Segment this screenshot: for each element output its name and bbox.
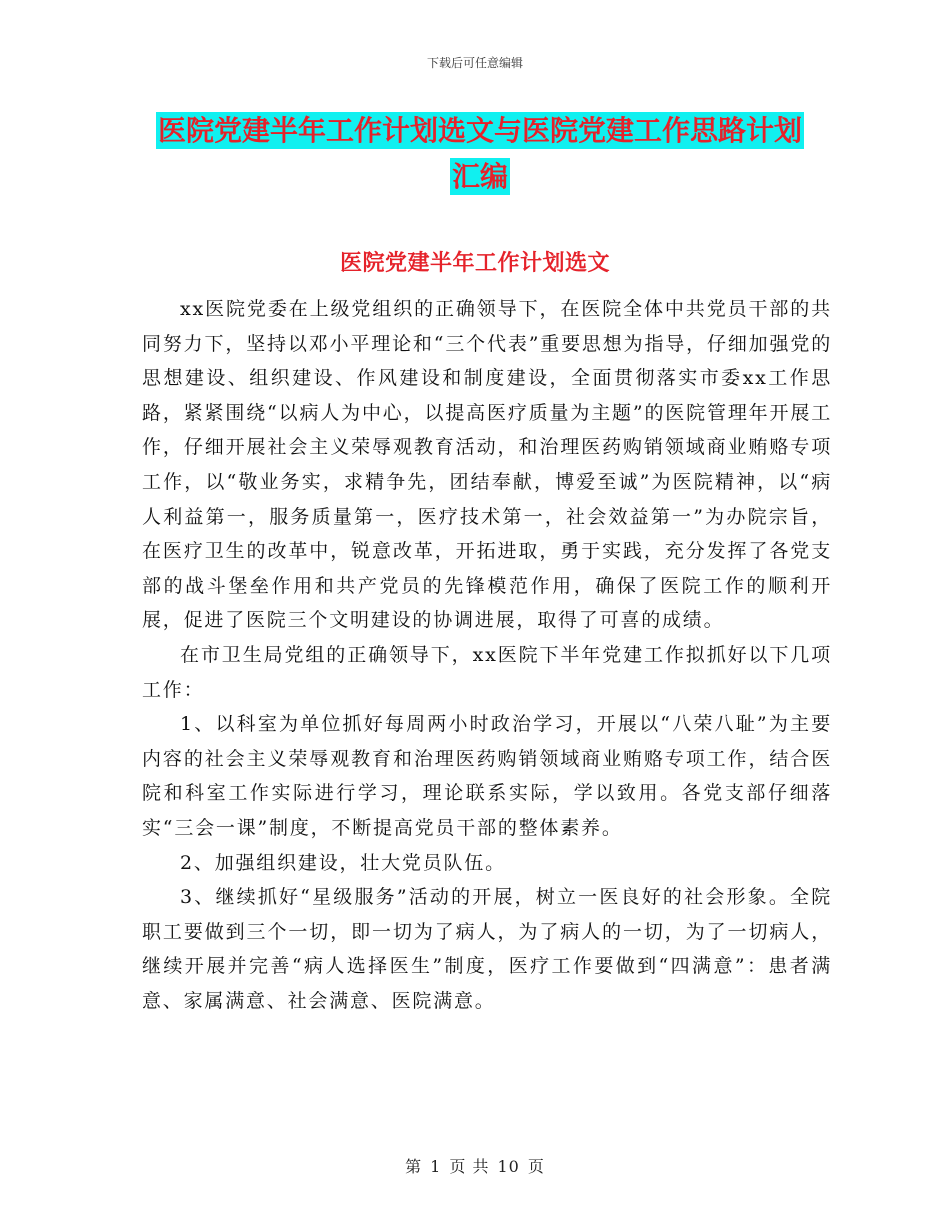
paragraph: 2、加强组织建设，壮大党员队伍。	[180, 851, 506, 874]
footer-suffix: 页	[527, 1157, 545, 1176]
document-title	[140, 108, 820, 200]
footer-page-number: 1	[430, 1157, 442, 1176]
paragraph: 3、继续抓好“星级服务”活动的开展，树立一医良好的社会形象。全院职工要做到三个一切，即一切为了病人，为了病人的一切，为了一切病人，继续开展并完善“病人选择医生”制度，医疗工作要做到“四满意”：患者满意、家属满意、社会满意、医院满意。	[142, 886, 832, 1012]
paragraph: xx医院党委在上级党组织的正确领导下，在医院全体中共党员干部的共同努力下，坚持以邓小平理论和“三个代表”重要思想为指导，仔细加强党的思想建设、组织建设、作风建设和制度建设，全面贯彻落实市委xx工作思路，紧紧围绕“以病人为中心，以提高医疗质量为主题”的医院管理年开展工作，仔细开展社会主义荣辱观教育活动，和治理医药购销领域商业贿赂专项工作，以“敬业务实，求精争先，团结奉献，博爱至诚”为医院精神，以“病人利益第一，服务质量第一，医疗技术第一，社会效益第一”为办院宗旨，在医疗卫生的改革中，锐意改革，开拓进取，勇于实践，充分发挥了各党支部的战斗堡垒作用和共产党员的先锋模范作用，确保了医院工作的顺利开展，促进了医院三个文明建设的协调进展，取得了可喜的成绩。	[142, 298, 832, 632]
paragraph: 在市卫生局党组的正确领导下，xx医院下半年党建工作拟抓好以下几项工作：	[142, 643, 832, 701]
document-title-line2: 汇编	[451, 160, 508, 193]
paragraph: 1、以科室为单位抓好每周两小时政治学习，开展以“八荣八耻”为主要内容的社会主义荣辱观教育和治理医药购销领域商业贿赂专项工作，结合医院和科室工作实际进行学习，理论联系实际，学以致用。各党支部仔细落实“三会一课”制度，不断提高党员干部的整体素养。	[142, 713, 832, 839]
document-body	[142, 292, 832, 1018]
footer-prefix: 第	[405, 1157, 423, 1176]
section-title: 医院党建半年工作计划选文	[339, 251, 610, 276]
footer-page-total: 10	[497, 1157, 520, 1176]
document-title-line1: 医院党建半年工作计划选文与医院党建工作思路计划	[157, 114, 802, 147]
header-note: 下载后可任意编辑	[426, 56, 523, 70]
page-footer	[0, 1154, 950, 1177]
footer-middle: 页 共	[449, 1157, 490, 1176]
